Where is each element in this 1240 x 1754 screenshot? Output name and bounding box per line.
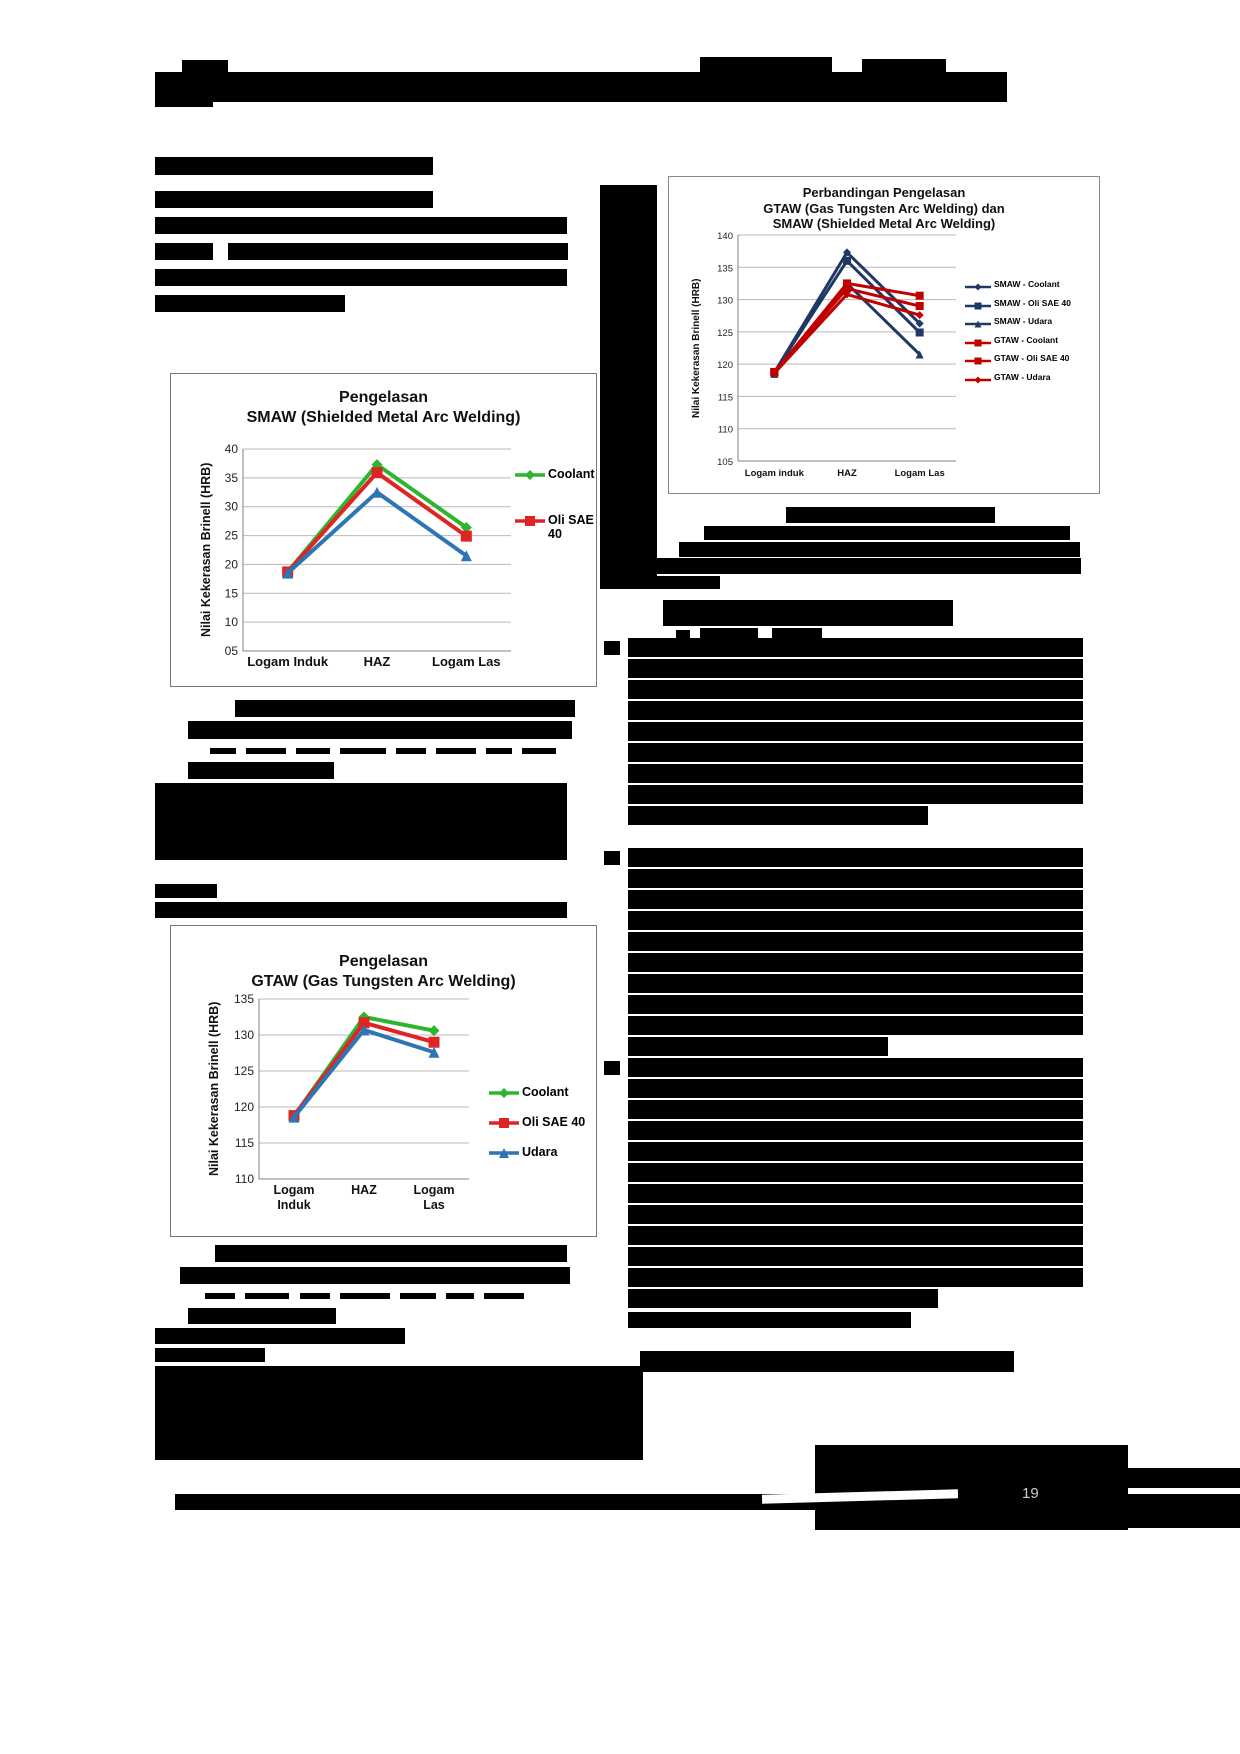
redacted-text-bar [628, 995, 1083, 1014]
redacted-text-bar [228, 243, 568, 260]
redacted-text-bar [628, 1079, 1083, 1098]
y-axis-title: Nilai Kekerasan Brinell (HRB) [207, 1001, 221, 1177]
svg-text:110: 110 [717, 424, 733, 436]
redacted-text-bar [340, 748, 386, 754]
svg-text:105: 105 [717, 457, 733, 468]
redacted-text-bar [340, 1293, 390, 1299]
chart-title-line: Pengelasan [339, 953, 428, 970]
svg-text:Las: Las [423, 1198, 445, 1212]
legend-label: GTAW - Udara [994, 372, 1051, 382]
svg-text:Logam induk: Logam induk [744, 468, 804, 479]
legend-label: SMAW - Oli SAE 40 [994, 297, 1071, 308]
redacted-text-bar [679, 542, 1080, 557]
redacted-text-bar [215, 1245, 567, 1262]
svg-text:30: 30 [224, 499, 238, 514]
redacted-text-bar [815, 1445, 1128, 1530]
redacted-list-marker [604, 1061, 620, 1075]
legend-marker-icon [489, 1148, 519, 1158]
legend-label: Udara [522, 1145, 558, 1159]
redacted-text-bar [628, 1205, 1083, 1224]
redacted-text-bar [188, 721, 572, 739]
redacted-text-bar [628, 1247, 1083, 1266]
redacted-text-bar [600, 576, 720, 589]
figure-gtaw-chart [170, 925, 597, 1237]
redacted-text-bar [628, 974, 1083, 993]
redacted-text-bar [188, 762, 334, 779]
svg-text:120: 120 [717, 360, 733, 372]
svg-text:20: 20 [224, 557, 238, 572]
svg-text:Logam Induk: Logam Induk [247, 654, 329, 669]
legend-marker-icon [965, 319, 991, 329]
svg-text:10: 10 [224, 615, 238, 630]
redacted-list-marker [604, 851, 620, 865]
redacted-text-bar [296, 748, 330, 754]
legend-label: GTAW - Oli SAE 40 [994, 353, 1070, 364]
legend-entry [965, 280, 1060, 292]
legend-marker-icon [489, 1118, 519, 1128]
chart-title-line: SMAW (Shielded Metal Arc Welding) [246, 409, 521, 426]
redacted-text-bar [155, 217, 567, 234]
redacted-text-bar [600, 558, 1081, 574]
redacted-text-bar [628, 1163, 1083, 1182]
svg-text:135: 135 [233, 992, 254, 1006]
redacted-text-bar [628, 1289, 938, 1308]
redacted-text-bar [628, 722, 1083, 741]
legend-marker-icon [965, 338, 991, 348]
legend-marker-icon [965, 375, 991, 385]
legend-entry [515, 514, 596, 541]
legend-entry [489, 1086, 569, 1100]
legend-label: Oli SAE 40 [522, 1115, 586, 1129]
legend-entry [515, 468, 595, 482]
svg-text:Logam Las: Logam Las [432, 654, 501, 669]
chart-title-line: Pengelasan [339, 389, 428, 406]
redacted-text-bar [704, 526, 1070, 540]
svg-text:Logam: Logam [413, 1183, 455, 1197]
gtaw-plot-area [171, 926, 596, 1236]
svg-text:05: 05 [224, 644, 238, 658]
svg-text:125: 125 [717, 327, 733, 339]
redacted-text-bar [155, 191, 433, 208]
redacted-text-bar [155, 269, 567, 286]
redacted-text-bar [210, 748, 236, 754]
redacted-text-bar [235, 700, 575, 717]
redacted-text-bar [486, 748, 512, 754]
legend-label: Coolant [522, 1085, 569, 1099]
legend-entry [965, 354, 1069, 366]
page-number: 19 [1022, 1485, 1039, 1502]
svg-text:120: 120 [233, 1100, 254, 1114]
chart-title-line: GTAW (Gas Tungsten Arc Welding) [251, 973, 516, 990]
redacted-text-bar [862, 59, 946, 73]
svg-text:35: 35 [224, 470, 238, 485]
redacted-text-bar [155, 902, 567, 918]
legend-marker-icon [515, 516, 545, 526]
redacted-text-bar [786, 507, 995, 523]
svg-text:HAZ: HAZ [363, 654, 391, 669]
legend-entry [965, 373, 1051, 385]
redacted-text-bar [628, 869, 1083, 888]
legend-entry [489, 1116, 585, 1130]
redacted-text-bar [155, 1348, 265, 1362]
redacted-text-bar [436, 748, 476, 754]
redacted-text-bar [628, 1100, 1083, 1119]
svg-text:Logam Las: Logam Las [894, 468, 945, 479]
redacted-text-bar [180, 1267, 570, 1284]
svg-text:135: 135 [717, 263, 733, 275]
redacted-text-bar [628, 764, 1083, 783]
svg-text:Logam: Logam [273, 1183, 315, 1197]
redacted-text-bar [300, 1293, 330, 1299]
redacted-text-bar [628, 1268, 1083, 1287]
legend-marker-icon [965, 301, 991, 311]
redacted-text-bar [628, 743, 1083, 762]
redacted-text-bar [663, 600, 953, 626]
redacted-text-bar [628, 806, 928, 825]
redacted-text-bar [628, 953, 1083, 972]
redacted-text-bar [628, 1016, 1083, 1035]
svg-text:HAZ: HAZ [837, 468, 857, 479]
svg-text:115: 115 [717, 392, 733, 404]
redacted-text-bar [628, 1142, 1083, 1161]
redacted-text-bar [522, 748, 556, 754]
legend-marker-icon [489, 1088, 519, 1098]
redacted-text-bar [700, 57, 832, 73]
redacted-text-bar [246, 748, 286, 754]
redacted-text-bar [628, 1037, 888, 1056]
redacted-text-bar [600, 185, 657, 455]
svg-text:130: 130 [233, 1028, 254, 1042]
redacted-text-bar [628, 659, 1083, 678]
redacted-text-bar [640, 1351, 1014, 1372]
redacted-text-bar [155, 884, 217, 898]
y-axis-title: Nilai Kekerasan Brinell (HRB) [691, 278, 702, 418]
svg-text:HAZ: HAZ [351, 1183, 377, 1197]
legend-entry [965, 336, 1058, 348]
redacted-text-bar [205, 1293, 235, 1299]
redacted-text-bar [628, 1312, 911, 1328]
redacted-text-bar [396, 748, 426, 754]
legend-label: SMAW - Udara [994, 316, 1053, 327]
redacted-text-bar [1128, 1494, 1240, 1528]
svg-text:130: 130 [717, 295, 733, 307]
redacted-text-bar [182, 60, 228, 73]
legend-entry [489, 1146, 557, 1160]
svg-text:140: 140 [717, 231, 733, 242]
legend-marker-icon [965, 356, 991, 366]
redacted-text-bar [155, 1328, 405, 1344]
redacted-text-bar [628, 1226, 1083, 1245]
legend-label: Oli SAE 40 [548, 513, 594, 541]
redacted-text-bar [628, 701, 1083, 720]
redacted-text-bar [155, 1366, 643, 1460]
redacted-text-bar [628, 680, 1083, 699]
legend-entry [965, 317, 1052, 329]
redacted-text-bar [628, 890, 1083, 909]
redacted-text-bar [400, 1293, 436, 1299]
redacted-text-bar [446, 1293, 474, 1299]
chart-title-line: SMAW (Shielded Metal Arc Welding) [772, 216, 996, 231]
redacted-text-bar [628, 1184, 1083, 1203]
svg-text:40: 40 [224, 442, 238, 456]
redacted-text-bar [628, 911, 1083, 930]
legend-label: Coolant [548, 467, 595, 481]
svg-text:Induk: Induk [277, 1198, 311, 1212]
svg-text:110: 110 [234, 1172, 254, 1186]
redacted-text-bar [155, 783, 567, 860]
legend-marker-icon [515, 470, 545, 480]
legend-entry [965, 299, 1071, 311]
redacted-text-bar [245, 1293, 289, 1299]
redacted-text-bar [155, 72, 1007, 102]
svg-text:115: 115 [234, 1136, 254, 1150]
redacted-text-bar [188, 1308, 336, 1324]
legend-label: GTAW - Coolant [994, 334, 1059, 345]
redacted-text-bar [628, 1058, 1083, 1077]
chart-title-line: GTAW (Gas Tungsten Arc Welding) dan [763, 200, 1005, 216]
redacted-text-bar [155, 157, 433, 175]
legend-label: SMAW - Coolant [994, 279, 1060, 289]
svg-text:125: 125 [233, 1064, 254, 1078]
svg-text:15: 15 [224, 586, 238, 601]
redacted-text-bar [484, 1293, 524, 1299]
redacted-text-bar [628, 785, 1083, 804]
redacted-text-bar [155, 99, 213, 107]
redacted-text-bar [1128, 1468, 1240, 1488]
redacted-text-bar [628, 638, 1083, 657]
y-axis-title: Nilai Kekerasan Brinell (HRB) [199, 462, 213, 638]
redacted-text-bar [628, 1121, 1083, 1140]
legend-marker-icon [965, 282, 991, 292]
redacted-text-bar [155, 295, 345, 312]
redacted-text-bar [155, 243, 213, 260]
redacted-text-bar [628, 932, 1083, 951]
figure-comparison-chart [668, 176, 1100, 494]
redacted-text-bar [175, 1494, 815, 1510]
redacted-text-bar [628, 848, 1083, 867]
figure-smaw-chart [170, 373, 597, 687]
redacted-list-marker [604, 641, 620, 655]
svg-text:25: 25 [224, 528, 238, 543]
chart-title-line: Perbandingan Pengelasan [802, 185, 966, 200]
